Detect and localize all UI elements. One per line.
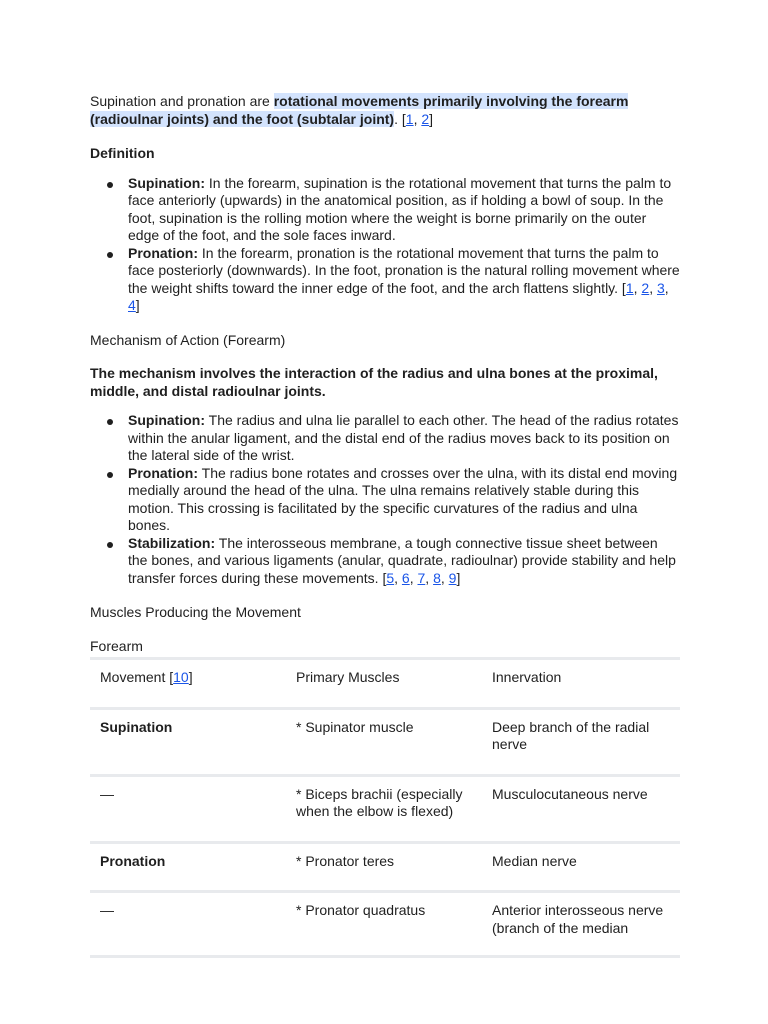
table-row [90,842,680,892]
definition-heading: Definition [90,145,155,161]
item-term: Stabilization: [128,534,216,551]
table-header-row [90,659,680,709]
intro-close: ] [429,110,434,127]
cell-movement: — [90,892,286,957]
mechanism-list [90,412,680,587]
intro-paragraph: Supination and pronation are rotational movements primarily involving the forearm (radioulnar joints) and the foot (subtalar joint). [1, 2] [90,93,629,127]
citation-link-2[interactable]: 2 [641,279,650,296]
item-text: The radius bone rotates and crosses over the ulna, with its distal end moving medially around the head of the ulna. The ulna remains relatively stable during this motion. This crossing is facilitated by the specific curvatures of the radius and ulna bones. [128,464,678,533]
intro-highlight[interactable]: rotational movements primarily involving the forearm (radioulnar joints) and the foot (subtalar joint) [90,93,629,127]
header-movement-label: Movement [ [100,669,174,685]
citation-close: ] [188,669,193,685]
cell-movement: — [90,775,286,842]
list-item: Pronation: In the forearm, pronation is the rotational movement that turns the palm to face posteriorly (downwards). In the foot, pronation is the natural rolling movement where the weight shifts toward the inner edge of the foot, and the arch flattens slightly. [1, 2, 3, 4] [128,244,680,313]
item-term: Pronation: [128,464,198,481]
header-movement [90,659,286,709]
item-term: Supination: [128,174,205,191]
citation-link-6[interactable]: 6 [401,569,410,586]
cell-innervation: Median nerve [482,842,680,892]
citation-link-1[interactable]: 1 [625,279,634,296]
cell-innervation: Deep branch of the radial nerve [482,708,680,775]
item-term: Supination: [128,412,205,428]
citation-link-4[interactable]: 4 [128,297,136,313]
citation-link-7[interactable]: 7 [417,569,426,586]
item-text: The interosseous membrane, a tough connective tissue sheet between the bones, and various ligaments (anular, quadrate, radioulnar) provide stability and help transfer forces during these movements. [ [128,534,676,586]
cell-primary: * Supinator muscle [286,708,482,775]
citation-link-2[interactable]: 2 [421,110,430,127]
citation-link-9[interactable]: 9 [448,569,457,586]
citation-link-8[interactable]: 8 [433,569,441,586]
item-text: In the forearm, pronation is the rotational movement that turns the palm to face posteriorly (downwards). In the foot, pronation is the natural rolling movement where the weight shifts toward the inner edge of the foot, and the arch flattens slightly. [ [128,244,680,296]
intro-tail: . [ [394,110,406,127]
cell-innervation: Anterior interosseous nerve (branch of the median [482,892,680,957]
citation-link-1[interactable]: 1 [405,110,414,127]
item-term: Pronation: [128,244,198,261]
muscles-heading: Muscles Producing the Movement [90,604,301,620]
citation-close: ] [456,569,461,586]
document-content [90,93,680,958]
item-text: The radius and ulna lie parallel to each other. The head of the radius rotates within the anular ligament, and the distal end of the radius moves back to its position on the lateral side of the wrist. [128,412,679,463]
list-item [128,175,680,245]
cell-primary: * Pronator teres [286,842,482,892]
cell-primary: * Biceps brachii (especially when the elbow is flexed) [286,775,482,842]
list-item [128,465,680,535]
citation-link-3[interactable]: 3 [656,279,665,296]
table-caption: Forearm [90,637,143,654]
table-row [90,892,680,957]
header-primary-muscles: Primary Muscles [286,659,482,709]
citation-link-10[interactable]: 10 [173,669,189,685]
item-text: In the forearm, supination is the rotational movement that turns the palm to face anteriorly (upwards) in the anatomical position, as if holding a bowl of soup. In the foot, supination is the rolling motion where the weight is borne primarily on the outer edge of the foot, and the sole faces inward. [128,174,672,243]
list-item [128,412,680,465]
mechanism-summary: The mechanism involves the interaction of the radius and ulna bones at the proximal, middle, and distal radioulnar joints. [90,365,658,399]
citation-close: ] [135,297,140,313]
muscles-table [90,657,680,958]
table-row [90,708,680,775]
definition-list [90,175,680,315]
list-item: Stabilization: The interosseous membrane, a tough connective tissue sheet between the bones, and various ligaments (anular, quadrate, radioulnar) provide stability and help transfer forces during these movements. [5, 6, 7, 8, 9] [128,535,680,588]
cell-movement: Supination [90,708,286,775]
table-row [90,775,680,842]
cell-primary: * Pronator quadratus [286,892,482,957]
intro-lead: Supination and pronation are [90,93,274,109]
header-innervation: Innervation [482,659,680,709]
cell-movement: Pronation [90,842,286,892]
mechanism-heading: Mechanism of Action (Forearm) [90,331,286,348]
cell-innervation: Musculocutaneous nerve [482,775,680,842]
citation-link-5[interactable]: 5 [386,569,395,586]
